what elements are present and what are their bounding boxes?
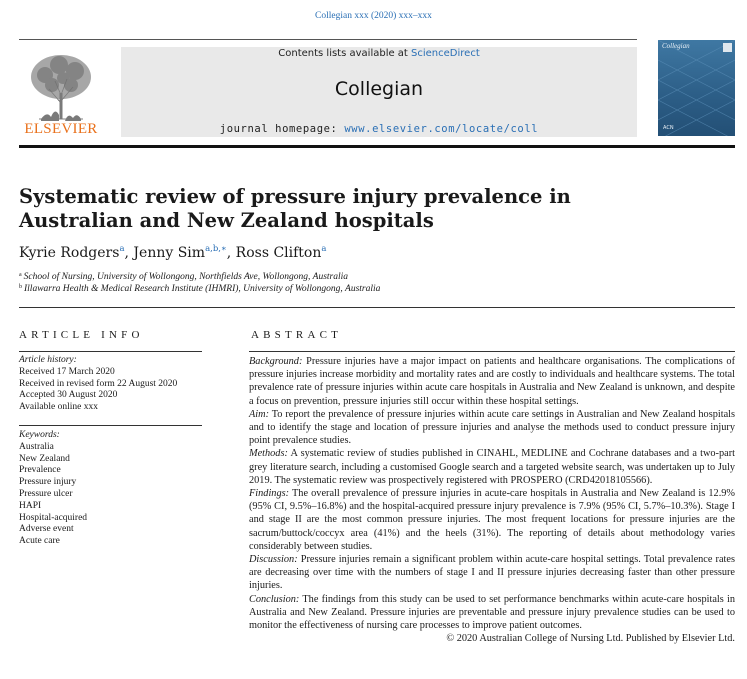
- abstract-heading: ABSTRACT: [251, 329, 343, 341]
- author-name[interactable]: Kyrie Rodgers: [19, 245, 120, 261]
- author-affiliation-marker[interactable]: a,b,∗: [205, 244, 227, 254]
- cover-publisher-mark-icon: [723, 43, 732, 52]
- affiliation-line: [19, 284, 380, 294]
- cover-journal-title: Collegian: [662, 42, 690, 50]
- affiliation-text: School of Nursing, University of Wollongong, Northfields Ave, Wollongong, Australia: [23, 272, 349, 282]
- abstract-body: [249, 355, 735, 645]
- keywords-rule: [19, 425, 202, 426]
- article-info-rule: [19, 351, 202, 352]
- homepage-link[interactable]: www.elsevier.com/locate/coll: [344, 123, 539, 135]
- abstract-section-text: A systematic review of studies published in CINAHL, MEDLINE and Cochrane databases and a two-part grey literature search, including a customised Google search and a targeted website search, was undertaken up to July 2019. The systematic review was prospectively registered with PROSPERO (CRD42018105566).: [249, 448, 735, 486]
- keywords-label: Keywords:: [19, 430, 60, 440]
- keyword-item: New Zealand: [19, 453, 70, 464]
- section-divider-rule: [19, 307, 735, 308]
- keywords-block: [19, 430, 87, 548]
- keyword-item: Pressure ulcer: [19, 488, 73, 499]
- keyword-item: Acute care: [19, 536, 60, 547]
- abstract-section-label: Aim:: [249, 408, 270, 420]
- keyword-item: Pressure injury: [19, 477, 77, 488]
- keyword-item: Prevalence: [19, 465, 61, 476]
- journal-cover-thumbnail[interactable]: [658, 40, 735, 136]
- publisher-wordmark[interactable]: ELSEVIER: [24, 121, 98, 137]
- history-item: Accepted 30 August 2020: [19, 390, 118, 401]
- journal-reference-link[interactable]: Collegian xxx (2020) xxx–xxx: [315, 11, 432, 21]
- abstract-section-text: Pressure injuries have a major impact on patients and healthcare organisations. The complications of pressure injuries increase morbidity and mortality rates and are costly to individuals and healthcare systems. The total prevalence rate of pressure injuries within acute care hospitals in Australia and New Zealand is unknown, and despite a focus on prevention, pressure injuries still occur within these hospital settings.: [249, 356, 736, 407]
- abstract-section-text: To report the prevalence of pressure injuries within acute care settings in Australian and New Zealand hospitals and to identify the stage and location of pressure injuries and analyse the methods used to conduct pressure injury point prevalence studies.: [249, 408, 736, 447]
- article-history-block: [19, 355, 177, 414]
- keyword-item: Adverse event: [19, 524, 74, 535]
- history-item: Available online xxx: [19, 402, 98, 413]
- contents-prefix: Contents lists available at: [278, 48, 412, 59]
- article-title: Systematic review of pressure injury prevalence in Australian and New Zealand hospitals: [19, 185, 571, 232]
- abstract-section-text: The findings from this study can be used to set performance benchmarks within acute-care hospitals in Australia and New Zealand. Pressure injuries are preventable and pressure injury prevalence studies can be used to monitor the effectiveness of nursing care processes to improve patient outcomes.: [249, 593, 735, 632]
- abstract-section-label: Conclusion:: [249, 593, 300, 605]
- abstract-paragraph-discussion: [249, 553, 735, 593]
- journal-homepage-line: [121, 123, 637, 135]
- abstract-paragraph-conclusion: [249, 593, 735, 633]
- abstract-section-label: Background:: [249, 356, 303, 367]
- journal-name: Collegian: [334, 78, 424, 100]
- keyword-item: Australia: [19, 441, 54, 452]
- homepage-prefix: journal homepage:: [219, 123, 345, 135]
- copyright-notice: © 2020 Australian College of Nursing Ltd. Published by Elsevier Ltd.: [446, 633, 735, 645]
- keyword-item: HAPI: [19, 500, 42, 511]
- abstract-paragraph-background: [249, 355, 735, 408]
- history-label: Article history:: [19, 355, 77, 365]
- affiliation-line: [19, 272, 348, 282]
- cover-acn-badge: ACN: [663, 125, 674, 131]
- author-affiliation-marker[interactable]: a: [321, 244, 327, 254]
- abstract-section-text: The overall prevalence of pressure injuries in acute-care hospitals in Australia and New Zealand is 12.9% (95% CI, 9.5%–16.8%) and the hospital-acquired pressure injury prevalence is 7.9% (95% CI, 5.7%–10.3%). Stage I and stage II are the most common pressure injuries. The most frequent locations for pressure injuries are the sacrum/buttock/coccyx area (41%) and the heels (31%). The reporting of details about methodology varies considerably between studies.: [249, 488, 735, 552]
- author-name[interactable]: Jenny Sim: [133, 245, 206, 261]
- abstract-paragraph-methods: [249, 447, 735, 487]
- author-list: Kyrie Rodgers$^a$, Jenny Sim$^{a,b,∗}$, Ross Clifton$^a$: [19, 244, 327, 261]
- abstract-section-label: Methods:: [249, 448, 288, 460]
- abstract-paragraph-findings: [249, 487, 735, 553]
- abstract-paragraph-aim: [249, 408, 735, 448]
- header-bottom-rule: [19, 145, 735, 148]
- journal-banner: [121, 47, 637, 137]
- affiliation-marker: a: [19, 272, 22, 278]
- cover-pattern-icon: [658, 40, 735, 136]
- author-name[interactable]: Ross Clifton: [235, 245, 322, 261]
- abstract-section-label: Findings:: [249, 488, 290, 500]
- history-item: Received in revised form 22 August 2020: [19, 378, 178, 389]
- keyword-item: Hospital-acquired: [19, 512, 88, 523]
- article-info-heading: ARTICLE INFO: [19, 329, 144, 341]
- author-affiliation-marker[interactable]: a: [119, 244, 125, 254]
- header-top-rule: [19, 39, 637, 40]
- affiliation-marker: b: [19, 284, 22, 290]
- history-item: Received 17 March 2020: [19, 366, 115, 377]
- contents-lists-line: [121, 48, 637, 59]
- abstract-rule: [249, 351, 735, 352]
- abstract-section-text: Pressure injuries remain a significant problem within acute-care hospital settings. Total prevalence rates are decreasing over time with the numbers of stage I and II pressure injuries decreasing faster than other pressure injuries.: [249, 554, 735, 592]
- sciencedirect-link[interactable]: ScienceDirect: [411, 48, 480, 59]
- abstract-section-label: Discussion:: [249, 554, 298, 566]
- affiliation-text: Illawarra Health & Medical Research Institute (IHMRI), University of Wollongong, Australia: [24, 284, 381, 294]
